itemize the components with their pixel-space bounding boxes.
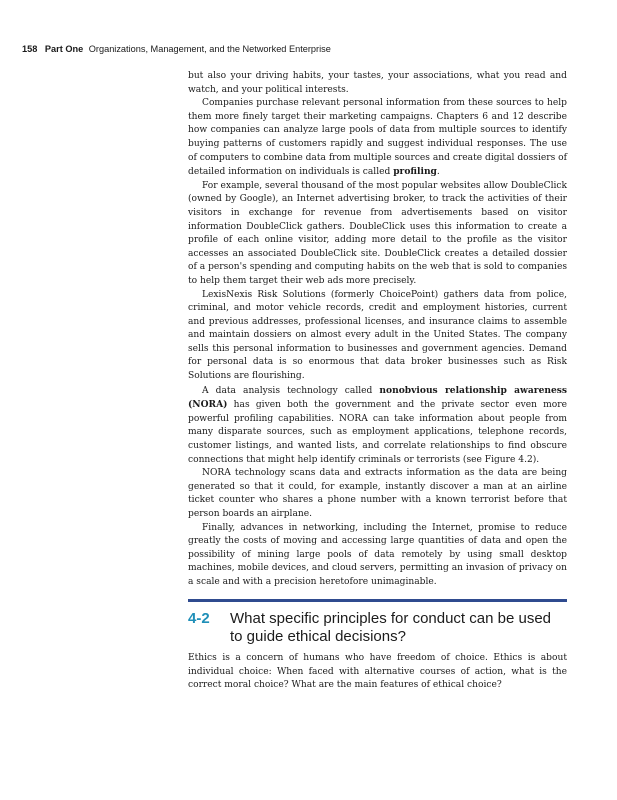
paragraph: For example, several thousand of the most popular websites allow DoubleClick (owned by Google), an Internet advertising broker, to track the activities of their visitors in exchange for revenue from advertisements based on visitor information DoubleClick gathers. DoubleClick uses this information to create a profile of each online visitor, adding more detail to the profile as the visitor accesses an associated DoubleClick site. DoubleClick creates a detailed dossier of a person's spending and computing habits on the web that is sold to companies to help them target their web ads more precisely.: [188, 180, 567, 286]
key-term-nora: nonobvious relationship awareness (NORA): [188, 384, 567, 411]
section-divider: [188, 599, 567, 602]
paragraph: LexisNexis Risk Solutions (formerly ChoicePoint) gathers data from police, criminal, and motor vehicle records, credit and employment histories, current and previous addresses, professional licenses, and insurance claims to assemble and maintain dossiers on almost every adult in the United States. The company sells this personal information to businesses and government agencies. Demand for personal data is so enormous that data broker businesses such as Risk Solutions are flourishing.: [188, 289, 567, 382]
running-head: [22, 44, 331, 54]
paragraph: NORA technology scans data and extracts information as the data are being generated so that it could, for example, instantly discover a man at an airline ticket counter who shares a phone number with a known terrorist before that person boards an airplane.: [188, 468, 567, 519]
part-title: Organizations, Management, and the Networked Enterprise: [88, 44, 331, 54]
paragraph: A data analysis technology called nonobvious relationship awareness (NORA) has given both the government and the private sector even more powerful profiling capabilities. NORA can take information about people from many disparate sources, such as employment applications, telephone records, customer listings, and wanted lists, and correlate relationships to find obscure connections that might help identify criminals or terrorists (see Figure 4.2).: [188, 384, 567, 465]
body-text: [188, 70, 567, 590]
part-label: Part One: [44, 44, 84, 54]
page-number: 158: [22, 44, 38, 54]
paragraph: but also your driving habits, your tastes, your associations, what you read and watch, and your political interests.: [188, 71, 567, 95]
section-heading: [188, 610, 567, 646]
paragraph: Ethics is a concern of humans who have freedom of choice. Ethics is about individual choice: When faced with alternative courses of action, what is the correct moral choice? What are the main features of ethical choice?: [188, 653, 567, 691]
section-intro: [188, 652, 567, 693]
key-term-profiling: profiling: [393, 166, 437, 178]
section-title: What specific principles for conduct can be used to guide ethical decisions?: [230, 610, 551, 645]
section-number: 4-2: [188, 610, 210, 627]
paragraph: Finally, advances in networking, including the Internet, promise to reduce greatly the costs of moving and accessing large quantities of data and open the possibility of mining large pools of data remotely by using small desktop machines, mobile devices, and cloud servers, permitting an invasion of privacy on a scale and with a precision heretofore unimaginable.: [188, 522, 567, 587]
paragraph: Companies purchase relevant personal information from these sources to help them more finely target their marketing campaigns. Chapters 6 and 12 describe how companies can analyze large pools of data from multiple sources to identify buying patterns of customers rapidly and suggest individual responses. The use of computers to combine data from multiple sources and create digital dossiers of detailed information on individuals is called profiling.: [188, 98, 568, 178]
